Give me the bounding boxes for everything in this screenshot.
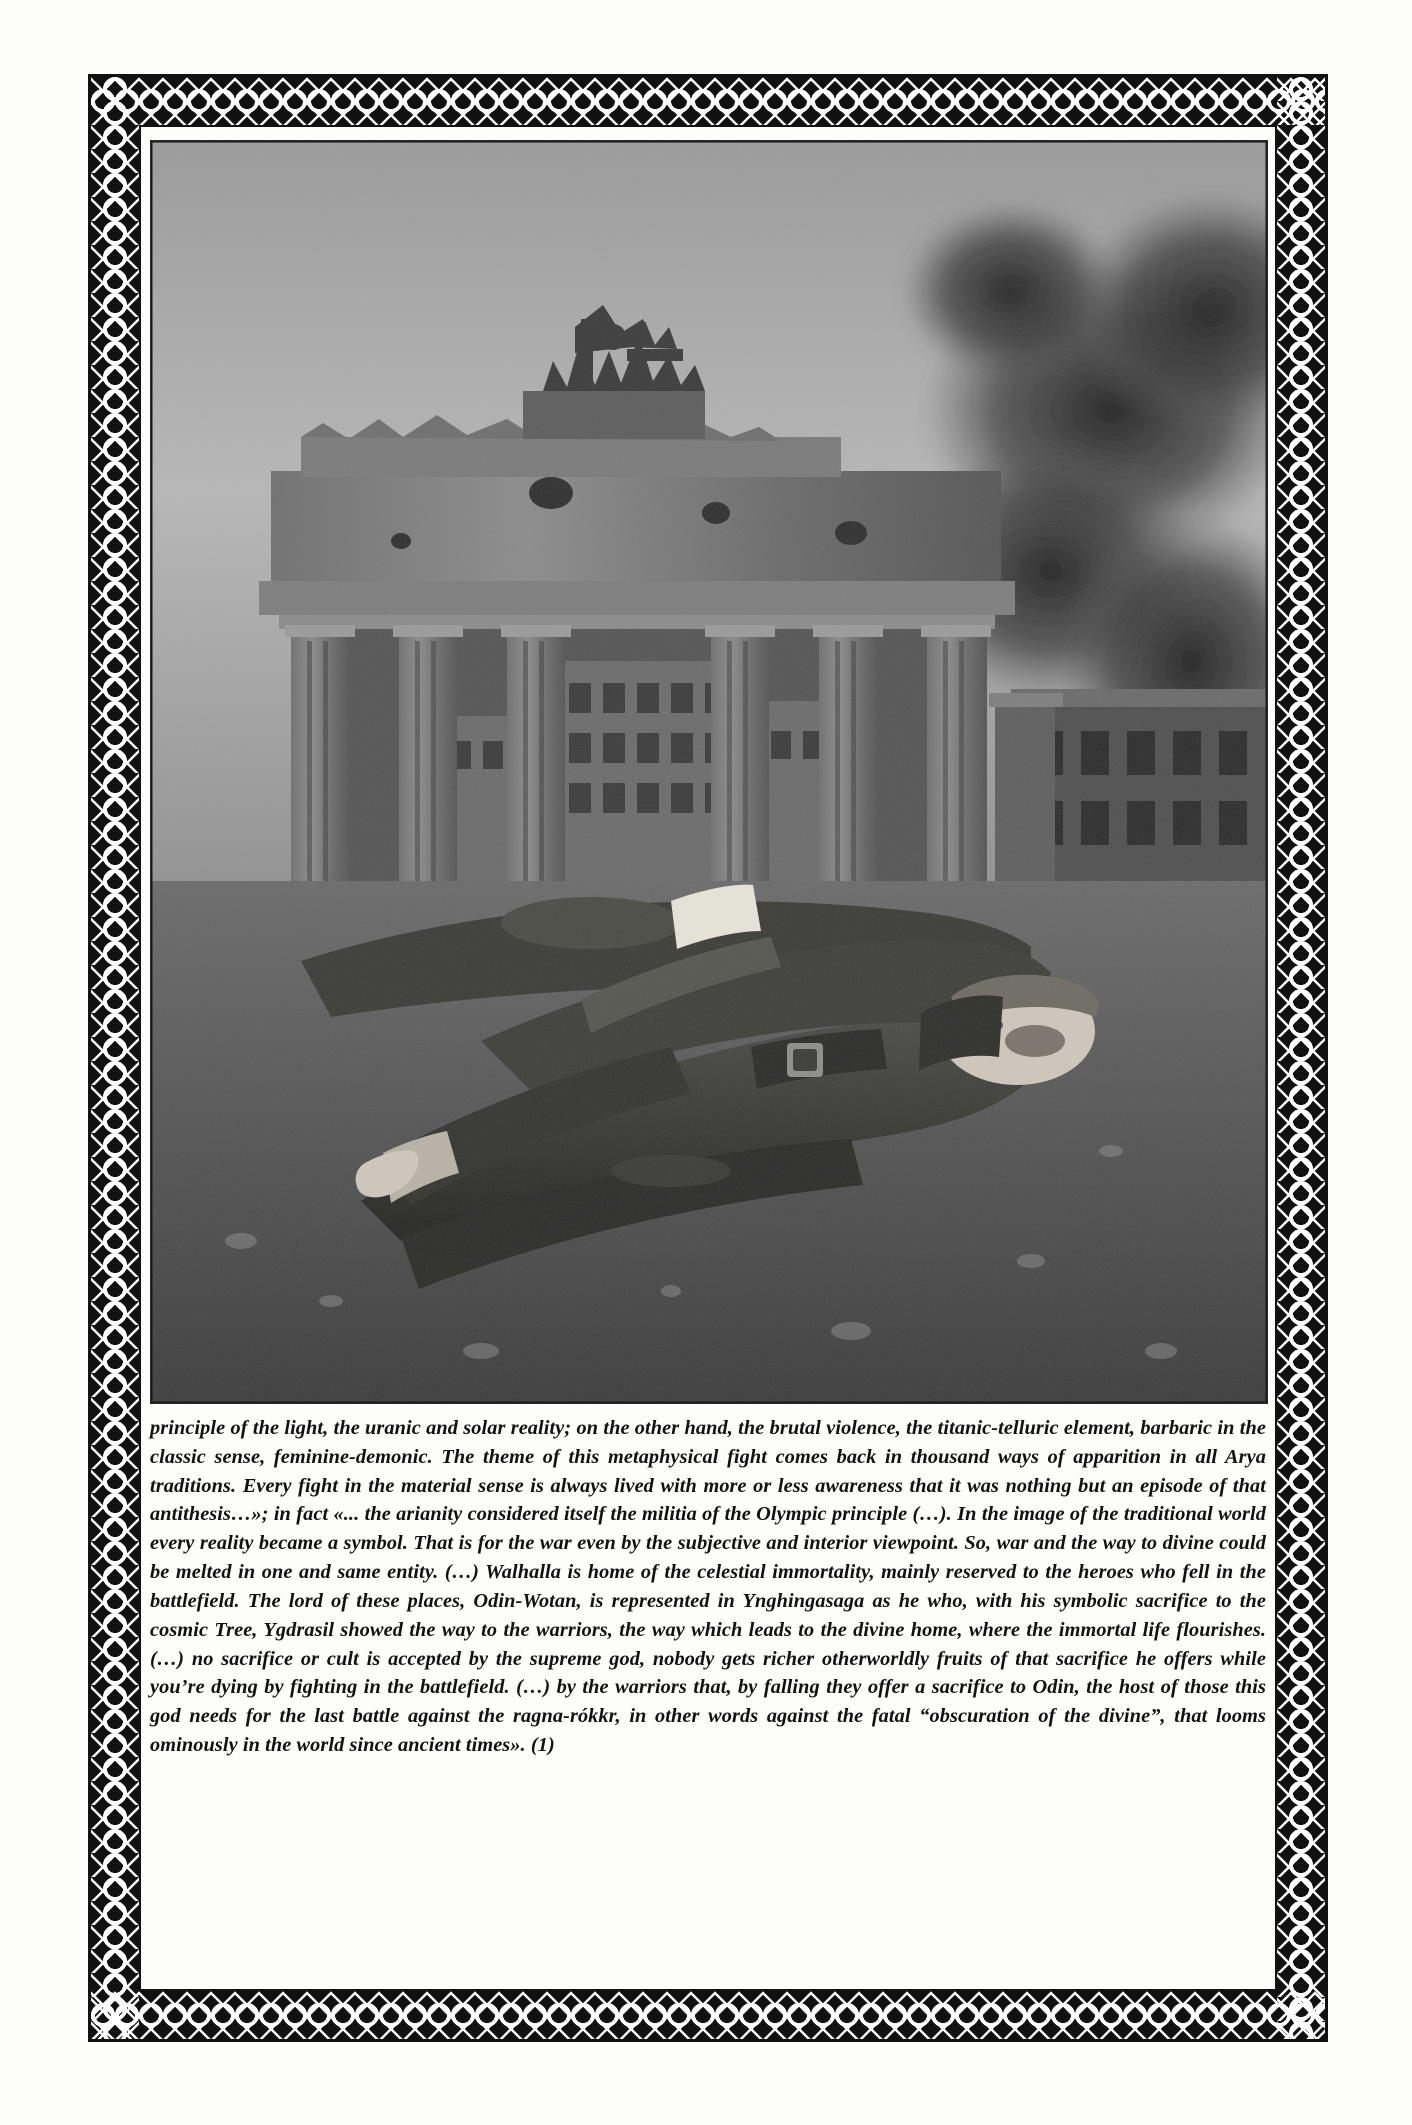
body-text-block (150, 1414, 1266, 1760)
body-paragraph: principle of the light, the uranic and solar reality; on the other hand, the brutal violence, the titanic-telluric element, barbaric in the classic sense, feminine-demonic. The theme of this metaphysical fight comes back in thousand ways of apparition in all Arya traditions. Every fight in the material sense is always lived with more or less awareness that it was nothing but an episode of that antithesis…»; in fact «... the arianity considered itself the militia of the Olympic principle (…). In the image of the traditional world every reality became a symbol. That is for the war even by the subjective and interior viewpoint. So, war and the way to divine could be melted in one and same entity. (…) Walhalla is home of the celestial immortality, mainly reserved to the heroes who fell in the battlefield. The lord of these places, Odin-Wotan, is represented in Ynghingasaga as he who, with his symbolic sacrifice to the cosmic Tree, Ygdrasil showed the way to the warriors, the way which leads to the divine home, where the immortal life flourishes. (…) no sacrifice or cult is accepted by the supreme god, nobody gets richer otherworldly fruits of that sacrifice he offers while you’re dying by fighting in the battlefield. (…) by the warriors that, by falling they offer a sacrifice to Odin, the host of those this god needs for the last battle against the ragna-rókkr, in other words against the fatal “obscuration of the divine”, that looms ominously in the world since ancient times». (1) (150, 1417, 1266, 1756)
border-knot-right (1277, 77, 1325, 2039)
border-knot-bottom (91, 1991, 1325, 2039)
page-content (150, 140, 1266, 1976)
photo-brandenburg-gate-ruins (150, 140, 1268, 1404)
border-knot-top (91, 77, 1325, 125)
border-knot-left (91, 77, 139, 2039)
